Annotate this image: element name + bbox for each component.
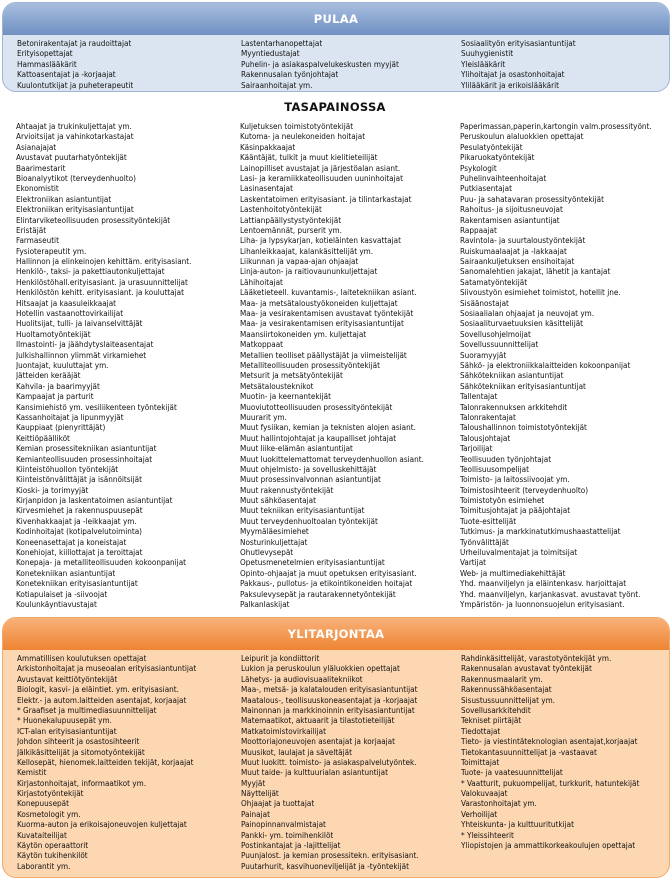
occupation-item: Teollisuusompelijat	[460, 463, 529, 474]
occupation-item: Opetusmenetelmien erityisasiantuntijat	[240, 557, 385, 568]
occupation-item: Ruiskumaalaajat ja -lakkaajat	[460, 245, 567, 256]
occupation-item: Käytön tukihenkilöt	[17, 850, 88, 861]
occupation-item: Yhd. maanviljelyn, karjankasvat. avustavat työnt.	[460, 588, 641, 599]
occupation-item: Elintarviketeollisuuden prosessityöntekijät	[16, 214, 171, 225]
occupation-item: Konepuusepät	[17, 798, 69, 809]
occupation-item: Talonrakentajat	[460, 411, 516, 422]
occupation-item: Arvioitsijat ja vahinkotarkastajat	[16, 131, 134, 142]
oversupply-column	[241, 653, 461, 871]
occupation-item: Lähetys- ja audiovisuaalitekniikot	[241, 673, 363, 684]
occupation-item: * Vaatturit, pukuompelijat, turkkurit, hatuntekijät	[461, 777, 640, 788]
occupation-item: Lentoemännät, purserit ym.	[240, 224, 342, 235]
occupation-item: Puunjalost. ja kemian prosessitekn. erityisasiant.	[241, 850, 419, 861]
occupation-item: Postinkantajat ja -lajittelijat	[241, 840, 341, 851]
occupation-item: Myyjät	[241, 777, 266, 788]
occupation-item: Sovellusohjelmoijat	[460, 328, 531, 339]
occupation-item: Koulunkäyntiavustajat	[16, 598, 97, 609]
balanced-column	[240, 121, 460, 609]
occupation-item: Muotin- ja keernantekijät	[240, 391, 331, 402]
occupation-item: Yliopistojen ja ammattikorkeakoulujen opettajat	[461, 840, 636, 851]
occupation-item: Puutarhurit, kasvihuoneviljelijät ja -työntekijät	[241, 860, 409, 871]
occupation-item: Tutkimus- ja markkinatutkimushaastattelijat	[460, 526, 621, 537]
occupation-item: Toimisto- ja laitossiivoojat ym.	[460, 474, 570, 485]
occupation-item: Kemistit	[17, 767, 47, 778]
occupation-item: Suuhygienistit	[461, 48, 514, 59]
occupation-item: Kuljetuksen toimistotyöntekijät	[240, 121, 354, 131]
occupation-item: Kioski- ja torimyyjät	[16, 484, 89, 495]
occupation-item: Lainopilliset avustajat ja järjestöalan asiant.	[240, 162, 401, 173]
occupation-item: Farmaseutit	[16, 235, 59, 246]
occupation-item: Liha- ja lypsykarjan, kotieläinten kasvattajat	[240, 235, 401, 246]
occupation-item: * Yleissihteerit	[461, 829, 514, 840]
occupation-item: Ohutlevysepät	[240, 547, 294, 558]
occupation-item: Muut luokitt. toimisto- ja asiakaspalvelutyöntek.	[241, 756, 417, 767]
occupation-item: Muut liike-elämän asiantuntijat	[240, 443, 353, 454]
occupation-item: Kirjastonhoitajat, informaatikot ym.	[17, 777, 147, 788]
occupation-item: Avustavat keittiötyöntekijät	[17, 673, 118, 684]
occupation-item: Ylilääkärit ja erikoislääkärit	[461, 79, 560, 90]
occupation-item: Rappaajat	[460, 224, 497, 235]
occupation-item: Ekonomistit	[16, 183, 59, 194]
occupation-item: Suoramyyjät	[460, 349, 507, 360]
occupation-item: Eristäjät	[16, 224, 47, 235]
occupation-item: Laborantit ym.	[17, 860, 71, 871]
occupation-item: Maa- ja vesirakentamisen erityisasiantuntijat	[240, 318, 404, 329]
occupation-item: Kansimiehistö ym. vesiliikenteen työntekijät	[16, 401, 177, 412]
oversupply-column	[17, 653, 241, 871]
occupation-item: Hitsaajat ja kaasuleikkaajat	[16, 297, 117, 308]
shortage-section	[2, 2, 670, 92]
occupation-item: Juontajat, kuuluttajat ym.	[16, 359, 109, 370]
occupation-item: Talousjohtajat	[460, 432, 511, 443]
occupation-item: Muut prosessinvalvonnan asiantuntijat	[240, 474, 381, 485]
occupation-item: Ammatillisen koulutuksen opettajat	[17, 653, 147, 663]
occupation-item: Lastenhoitotyöntekijät	[240, 204, 322, 215]
occupation-item: Putkiasentajat	[460, 183, 512, 194]
occupation-item: Kassanhoitajat ja lipunmyyjät	[16, 411, 124, 422]
occupation-item: Lastentarhanopettajat	[241, 38, 323, 48]
occupation-item: Koneenasettajat ja koneistajat	[16, 536, 127, 547]
balanced-column	[16, 121, 240, 609]
shortage-column	[461, 38, 669, 90]
occupation-item: Sosiaaliturvaetuuksien käsittelijät	[460, 318, 584, 329]
occupation-item: Teollisuuden työnjohtajat	[460, 453, 552, 464]
occupation-item: Ilmastointi- ja jäähdytyslaiteasentajat	[16, 339, 154, 350]
occupation-item: Huolitsijat, tulli- ja laivanselvittäjät	[16, 318, 143, 329]
shortage-column	[17, 38, 241, 90]
occupation-item: Rahdinkäsittelijät, varastotyöntekijät ym.	[461, 653, 612, 663]
occupation-item: Kauppiaat (pienyrittäjät)	[16, 422, 106, 433]
occupation-item: Myymäläesimiehet	[240, 526, 309, 537]
occupation-item: Kuorma-auton ja erikoisajoneuvojen kuljettajat	[17, 819, 187, 830]
occupation-item: Johdon sihteerit ja osastosihteerit	[17, 736, 140, 747]
occupation-item: Jälkikäsittelijät ja sitomotyöntekijät	[17, 746, 145, 757]
occupation-item: Hotellin vastaanottovirkailijat	[16, 308, 124, 319]
occupation-item: Muusikot, laulajat ja säveltäjät	[241, 746, 352, 757]
occupation-item: Metalliteollisuuden prosessityöntekijät	[240, 359, 380, 370]
occupation-item: Verhoilijat	[461, 808, 498, 819]
occupation-item: Tietokantasuunnittelijat ja -vastaavat	[461, 746, 597, 757]
occupation-item: Sosiaalityön erityisasiantuntijat	[461, 38, 576, 48]
occupation-item: Matkoppaat	[240, 339, 284, 350]
occupation-item: Maansiirtokoneiden ym. kuljettajat	[240, 328, 367, 339]
occupation-item: Henkilöstöhall.erityisasiant. ja urasuunnittelijat	[16, 276, 188, 287]
occupation-item: Huoltamotyöntekijät	[16, 328, 91, 339]
occupation-item: Hallinnon ja elinkeinojen kehittäm. erityisasiant.	[16, 256, 192, 267]
occupation-item: Konetekniikan erityisasiantuntijat	[16, 578, 138, 589]
occupation-item: Konetekniikan asiantuntijat	[16, 567, 116, 578]
occupation-item: Maa- ja vesirakentamisen avustavat työntekijät	[240, 308, 414, 319]
occupation-item: Sisäänostajat	[460, 297, 509, 308]
occupation-item: Paksulevysepät ja rautarakennetyöntekijät	[240, 588, 396, 599]
occupation-item: Maatalous-, teollisuuskoneasentajat ja -korjaajat	[241, 694, 418, 705]
occupation-item: Lasinasentajat	[240, 183, 293, 194]
occupation-item: Rahoitus- ja sijoitusneuvojat	[460, 204, 563, 215]
occupation-item: Sosiaalialan ohjaajat ja neuvojat ym.	[460, 308, 595, 319]
occupation-item: Muut taide- ja kulttuurialan asiantuntijat	[241, 767, 388, 778]
occupation-item: Muut fysiikan, kemian ja teknisten alojen asiant.	[240, 422, 416, 433]
occupation-item: Linja-auton- ja raitiovaununkuljettajat	[240, 266, 378, 277]
occupation-item: Kuulontutkijat ja puheterapeutit	[17, 79, 134, 90]
occupation-item: Nosturinkuljettajat	[240, 536, 308, 547]
occupation-item: Moottoriajoneuvojen asentajat ja korjaajat	[241, 736, 395, 747]
occupation-item: Lääketieteell. kuvantamis-, laitetekniikan asiant.	[240, 287, 417, 298]
occupation-item: Sisustussuunnittelijat ym.	[461, 694, 555, 705]
occupation-item: Kellosepät, hienomek.laitteiden tekijät, korjaajat	[17, 756, 194, 767]
occupation-item: Yhteiskunta- ja kulttuuritutkijat	[461, 819, 574, 830]
occupation-item: Maa-, metsä- ja kalatalouden erityisasiantuntijat	[241, 684, 418, 695]
occupation-item: Fysioterapeutit ym.	[16, 245, 87, 256]
occupation-item: Baarimestarit	[16, 162, 66, 173]
occupation-item: Asianajajat	[16, 141, 57, 152]
occupation-item: Muut sähköasentajat	[240, 495, 316, 506]
occupation-item: Kattoasentajat ja -korjaajat	[17, 69, 116, 80]
occupation-item: Puu- ja sahatavaran prosessityöntekijät	[460, 193, 604, 204]
occupation-item: Muut terveydenhuoltoalan työntekijät	[240, 515, 378, 526]
occupation-item: Elektr.- ja autom.laitteiden asentajat, korjaajat	[17, 694, 187, 705]
occupation-item: Ympäristön- ja luonnonsuojelun erityisasiant.	[460, 598, 625, 609]
occupation-item: * Huonekalupuusepät ym.	[17, 715, 112, 726]
balanced-grid	[2, 120, 668, 609]
occupation-item: Yhd. maanviljelyn ja eläintenkasv. harjoittajat	[460, 578, 627, 589]
occupation-item: Taloushallinnon toimistotyöntekijät	[460, 422, 587, 433]
occupation-item: Puhelinvaihteenhoitajat	[460, 172, 547, 183]
occupation-item: Tekniset piirtäjät	[461, 715, 522, 726]
occupation-item: Elektroniikan asiantuntijat	[16, 193, 112, 204]
occupation-item: Yleislääkärit	[461, 58, 506, 69]
occupation-item: Pesulatyöntekijät	[460, 141, 523, 152]
occupation-item: Siivoustyön esimiehet toimistot, hotellit jne.	[460, 287, 621, 298]
occupation-item: Toimitusjohtajat ja pääjohtajat	[460, 505, 571, 516]
occupation-item: Muurarit ym.	[240, 411, 287, 422]
occupation-item: Laskentatoimen erityisasiant. ja tilintarkastajat	[240, 193, 412, 204]
occupation-item: Betonirakentajat ja raudoittajat	[17, 38, 132, 48]
occupation-item: Pankki- ym. toimihenkilöt	[241, 829, 334, 840]
occupation-item: Sovellussuunnittelijat	[460, 339, 539, 350]
occupation-item: Puhelin- ja asiakaspalvelukeskusten myyjät	[241, 58, 399, 69]
occupation-item: Käsinpakkaajat	[240, 141, 296, 152]
occupation-item: Peruskoulun alaluokkien opettajat	[460, 131, 584, 142]
occupation-item: Rakentamisen asiantuntijat	[460, 214, 560, 225]
occupation-item: Sairaanhoitajat ym.	[241, 79, 313, 90]
oversupply-header: YLITARJONTAA	[3, 618, 669, 650]
occupation-item: Näyttelijät	[241, 788, 279, 799]
occupation-item: Kiinteistöhuollon työntekijät	[16, 463, 119, 474]
occupation-item: Mainonnan ja markkinoinnin erityisasiantuntijat	[241, 704, 415, 715]
occupation-item: Kutoma- ja neulekoneiden hoitajat	[240, 131, 366, 142]
occupation-item: Satamatyöntekijät	[460, 276, 528, 287]
occupation-item: Biologit, kasvi- ja eläintiet. ym. erityisasiant.	[17, 684, 179, 695]
occupation-item: Painopinnanvalmistajat	[241, 819, 326, 830]
occupation-item: Muut ohjelmisto- ja sovelluskehittäjät	[240, 463, 377, 474]
occupation-item: Kuvataiteilijat	[17, 829, 67, 840]
oversupply-column	[461, 653, 669, 871]
occupation-item: Tieto- ja viestintäteknologian asentajat,korjaajat	[461, 736, 638, 747]
occupation-item: Rakennussähköasentajat	[461, 684, 552, 695]
occupation-item: Metsurit ja metsätyöntekijät	[240, 370, 343, 381]
occupation-item: Lasi- ja keramiikkateollisuuden uuninhoitajat	[240, 172, 403, 183]
occupation-item: Palkanlaskijat	[240, 598, 290, 609]
occupation-item: Ravintola- ja suurtaloustyöntekijät	[460, 235, 586, 246]
occupation-item: Metallien teolliset päällystäjät ja viimeistelijät	[240, 349, 407, 360]
occupation-item: Paperimassan,paperin,kartongin valm.prosessityönt.	[460, 121, 652, 131]
occupation-item: Myyntiedustajat	[241, 48, 300, 59]
occupation-item: ICT-alan erityisasiantuntijat	[17, 725, 117, 736]
occupation-item: Kodinhoitajat (kotipalvelutoiminta)	[16, 526, 143, 537]
occupation-item: Hammaslääkärit	[17, 58, 77, 69]
occupation-item: Matemaatikot, aktuaarit ja tilastotieteilijät	[241, 715, 395, 726]
occupation-item: Rakennusalan työnjohtajat	[241, 69, 339, 80]
occupation-item: * Graafiset ja multimediasuunnittelijat	[17, 704, 157, 715]
occupation-item: Ohjaajat ja tuottajat	[241, 798, 315, 809]
occupation-item: Keittiöpäälliköt	[16, 432, 70, 443]
occupation-item: Henkilö-, taksi- ja pakettiautonkuljettajat	[16, 266, 165, 277]
occupation-item: Varastonhoitajat ym.	[461, 798, 537, 809]
occupation-item: Julkishallinnon ylimmät virkamiehet	[16, 349, 147, 360]
occupation-item: Sähkötekniikan asiantuntijat	[460, 370, 564, 381]
shortage-grid	[3, 35, 669, 90]
occupation-item: Tiedottajat	[461, 725, 501, 736]
occupation-item: Sähkö- ja elektroniikkalaitteiden kokoonpanijat	[460, 359, 631, 370]
occupation-item: Tuote-esittelijät	[460, 515, 517, 526]
occupation-item: Vartijat	[460, 557, 487, 568]
occupation-item: Elektroniikan erityisasiantuntijat	[16, 204, 134, 215]
occupation-item: Kirjastotyöntekijät	[17, 788, 84, 799]
occupation-item: Tuote- ja vaatesuunnittelijat	[461, 767, 563, 778]
occupation-item: Konepaja- ja metalliteollisuuden kokoonpanijat	[16, 557, 187, 568]
occupation-item: Muut tekniikan erityisasiantuntijat	[240, 505, 365, 516]
occupation-item: Liikunnan ja vapaa-ajan ohjaajat	[240, 256, 359, 267]
occupation-item: Bioanalyytikot (terveydenhuolto)	[16, 172, 136, 183]
occupation-item: Työnvälittäjät	[460, 536, 509, 547]
occupation-item: Avustavat puutarhatyöntekijät	[16, 152, 127, 163]
occupation-item: Kahvila- ja baarimyyjät	[16, 380, 100, 391]
balanced-section	[2, 92, 668, 612]
occupation-item: Rakennusalan avustavat työntekijät	[461, 663, 592, 674]
occupation-item: Talonrakennuksen arkkitehdit	[460, 401, 568, 412]
occupation-item: Kemian prosessitekniikan asiantuntijat	[16, 443, 157, 454]
occupation-item: Lattianpäällystystyöntekijät	[240, 214, 342, 225]
occupation-item: Matkatoimistovirkailijat	[241, 725, 326, 736]
occupation-item: Sähkötekniikan erityisasiantuntijat	[460, 380, 586, 391]
occupation-item: Muut hallintojohtajat ja kaupalliset johtajat	[240, 432, 397, 443]
occupation-item: Toimistosihteerit (terveydenhuolto)	[460, 484, 589, 495]
occupation-item: Kääntäjät, tulkit ja muut kielitieteilijät	[240, 152, 378, 163]
occupation-item: Kivenhakkaajat ja -leikkaajat ym.	[16, 515, 137, 526]
occupation-item: Muoviutotteollisuuden prosessityöntekijät	[240, 401, 393, 412]
occupation-item: Pikaruokatyöntekijät	[460, 152, 535, 163]
shortage-column	[241, 38, 461, 90]
occupation-item: Kirjanpidon ja laskentatoimen asiantuntijat	[16, 495, 173, 506]
occupation-item: Lihanleikkaajat, kalankäsittelijät ym.	[240, 245, 374, 256]
balanced-column	[460, 121, 668, 609]
occupation-item: Erityisopettajat	[17, 48, 73, 59]
occupation-item: Maa- ja metsätaloustyökoneiden kuljettajat	[240, 297, 398, 308]
occupation-item: Tallentajat	[460, 391, 498, 402]
occupation-item: Kiinteistönvälittäjät ja isännöitsijät	[16, 474, 142, 485]
occupation-item: Tarjoilijat	[460, 443, 493, 454]
occupation-item: Muut rakennustyöntekijät	[240, 484, 334, 495]
balanced-header: TASAPAINOSSA	[284, 100, 386, 114]
occupation-item: Toimistotyön esimiehet	[460, 495, 545, 506]
occupation-item: Sairaankuljetuksen ensihoitajat	[460, 256, 575, 267]
occupation-item: Konehiojat, kiillottajat ja teroittajat	[16, 547, 143, 558]
occupation-item: Rakennusmaalarit ym.	[461, 673, 543, 684]
occupation-item: Web- ja multimediakehittäjät	[460, 567, 566, 578]
occupation-item: Psykologit	[460, 162, 497, 173]
occupation-item: Sovellusarkkitehdit	[461, 704, 531, 715]
occupation-item: Sanomalehtien jakajat, lähetit ja kantajat	[460, 266, 611, 277]
occupation-item: Painajat	[241, 808, 270, 819]
occupation-item: Kemianteollisuuden prosessinhoitajat	[16, 453, 153, 464]
occupation-item: Kosmetologit ym.	[17, 808, 81, 819]
occupation-item: Jätteiden kerääjät	[16, 370, 81, 381]
occupation-item: Leipurit ja kondiittorit	[241, 653, 320, 663]
occupation-item: Arkistonhoitajat ja museoalan erityisasiantuntijat	[17, 663, 197, 674]
oversupply-section	[2, 617, 670, 878]
occupation-item: Pakkaus-, pullotus- ja etikointikoneiden hoitajat	[240, 578, 413, 589]
occupation-item: Metsätalousteknikot	[240, 380, 314, 391]
occupation-item: Kirvesmiehet ja rakennuspuusepät	[16, 505, 143, 516]
occupation-item: Lähihoitajat	[240, 276, 283, 287]
occupation-item: Toimittajat	[461, 756, 500, 767]
occupation-item: Opinto-ohjaajat ja muut opetuksen erityisasiant.	[240, 567, 417, 578]
occupation-item: Ylihoitajat ja osastonhoitajat	[461, 69, 565, 80]
occupation-item: Muut luokittelemattomat terveydenhuollon asiant.	[240, 453, 424, 464]
shortage-header: PULAA	[3, 3, 669, 35]
occupation-item: Urheiluvalmentajat ja toimitsijat	[460, 547, 578, 558]
occupation-item: Ahtaajat ja trukinkuljettajat ym.	[16, 121, 132, 131]
occupation-item: Käytön operaattorit	[17, 840, 89, 851]
occupation-item: Henkilöstön kehitt. erityisasiant. ja kouluttajat	[16, 287, 184, 298]
occupation-item: Kotiapulaiset ja -siivoojat	[16, 588, 108, 599]
occupation-item: Valokuvaajat	[461, 788, 508, 799]
oversupply-grid	[3, 650, 669, 871]
occupation-item: Lukion ja peruskoulun yläluokkien opettajat	[241, 663, 400, 674]
occupation-item: Kampaajat ja parturit	[16, 391, 94, 402]
